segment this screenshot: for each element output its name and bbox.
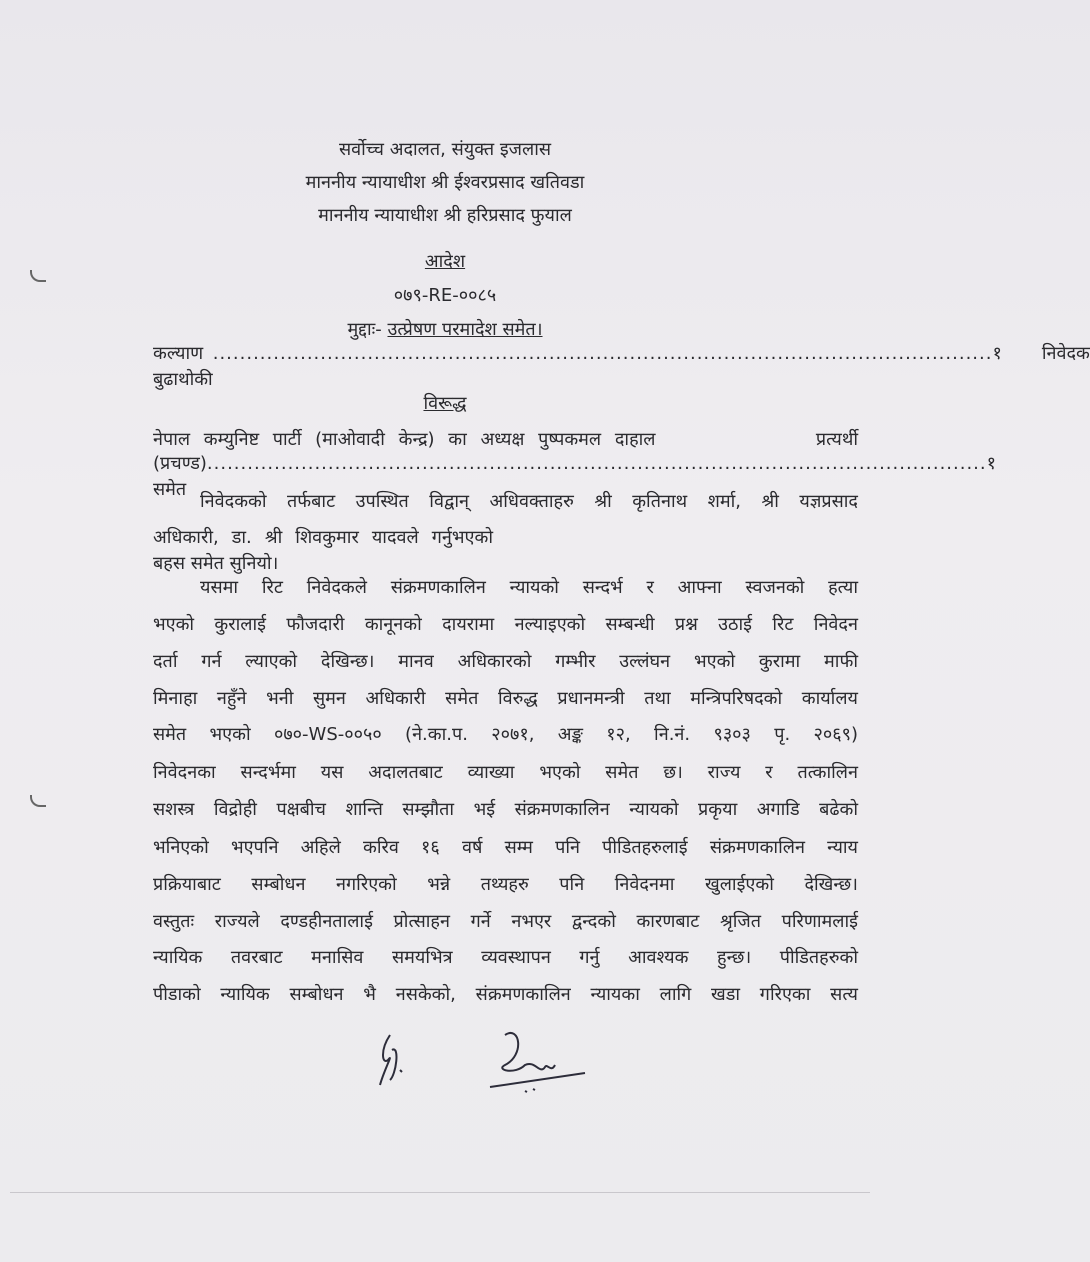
body-line: पीडाको न्यायिक सम्बोधन भै नसकेको, संक्रमणकालिन न्यायका लागि खडा गरिएका सत्य [153, 984, 858, 1005]
body-line: सशस्त्र विद्रोही पक्षबीच शान्ति सम्झौता भई संक्रमणकालिन न्यायको प्रकृया अगाडि बढेको [153, 799, 858, 820]
respondent-row-1 [153, 427, 858, 453]
order-title: आदेश [424, 251, 466, 272]
dot-leader: .................................................................................................................... [212, 343, 993, 364]
page-edge-line [10, 1192, 870, 1193]
petitioner-role: निवेदक [1041, 343, 1090, 364]
petitioner-name: कल्याण बुढाथोकी [153, 343, 213, 390]
dot-leader: .................................................................................................................... [206, 453, 987, 474]
body-line: यसमा रिट निवेदकले संक्रमणकालिन न्यायको सन्दर्भ र आफ्ना स्वजनको हत्या [200, 577, 858, 598]
versus: विरूद्ध [423, 393, 467, 414]
body-line: निवेदकको तर्फबाट उपस्थित विद्वान् अधिवक्ताहरु श्री कृतिनाथ शर्मा, श्री यज्ञप्रसाद [200, 491, 858, 512]
body-line: भएको कुरालाई फौजदारी कानूनको दायरामा नल्याइएको सम्बन्धी प्रश्न उठाई रिट निवेदन [153, 614, 858, 635]
body-line: निवेदनका सन्दर्भमा यस अदालतबाट व्याख्या भएको समेत छ। राज्य र तत्कालिन [153, 762, 858, 783]
body-line: प्रक्रियाबाट सम्बोधन नगरिएको भन्ने तथ्यहरु पनि निवेदनमा खुलाईएको देखिन्छ। [153, 874, 858, 895]
respondent-count: १ [986, 453, 996, 474]
body-line: अधिकारी, डा. श्री शिवकुमार यादवले गर्नुभएको बहस समेत सुनियो। [153, 527, 493, 574]
margin-mark [30, 795, 46, 807]
respondent-role: प्रत्यर्थी [815, 429, 858, 450]
case-number: ०७९-RE-००८५ [393, 285, 497, 306]
petitioner-count: १ [992, 343, 1002, 364]
body-line: न्यायिक तवरबाट मनासिव समयभित्र व्यवस्थापन गर्नु आवश्यक हुन्छ। पीडितहरुको [153, 947, 858, 968]
subject: उत्प्रेषण परमादेश समेत। [387, 319, 543, 340]
court-name: सर्वोच्च अदालत, संयुक्त इजलास [338, 139, 552, 160]
respondent-line-2: (प्रचण्ड) समेत [153, 453, 207, 500]
body-line: भनिएको भएपनि अहिले करिव १६ वर्ष सम्म पनि पीडितहरुलाई संक्रमणकालिन न्याय [153, 837, 858, 858]
body-line: समेत भएको ०७०-WS-००५० (ने.का.प. २०७१, अङ्क १२, नि.नं. ९३०३ पृ. २०६९) [153, 724, 858, 745]
body-line: वस्तुतः राज्यले दण्डहीनतालाई प्रोत्साहन गर्ने नभएर द्वन्दको कारणबाट श्रृजित परिणामलाई [153, 911, 858, 932]
body-line: मिनाहा नहुँने भनी सुमन अधिकारी समेत विरुद्ध प्रधानमन्त्री तथा मन्त्रिपरिषदको कार्यालय [153, 688, 858, 709]
respondent-line-1: नेपाल कम्युनिष्ट पार्टी (माओवादी केन्द्र) का अध्यक्ष पुष्पकमल दाहाल [153, 429, 656, 450]
petitioner-row [153, 341, 1090, 393]
signature-1 [370, 1030, 420, 1090]
subject-label: मुद्दाः- [347, 319, 382, 340]
judge-1: माननीय न्यायाधीश श्री ईश्वरप्रसाद खतिवडा [305, 172, 585, 193]
signature-2 [485, 1025, 595, 1095]
margin-mark [30, 270, 46, 282]
subject-line [0, 317, 890, 343]
judge-2: माननीय न्यायाधीश श्री हरिप्रसाद फुयाल [318, 205, 572, 226]
body-line: दर्ता गर्न ल्याएको देखिन्छ। मानव अधिकारको गम्भीर उल्लंघन भएको कुरामा माफी [153, 651, 858, 672]
